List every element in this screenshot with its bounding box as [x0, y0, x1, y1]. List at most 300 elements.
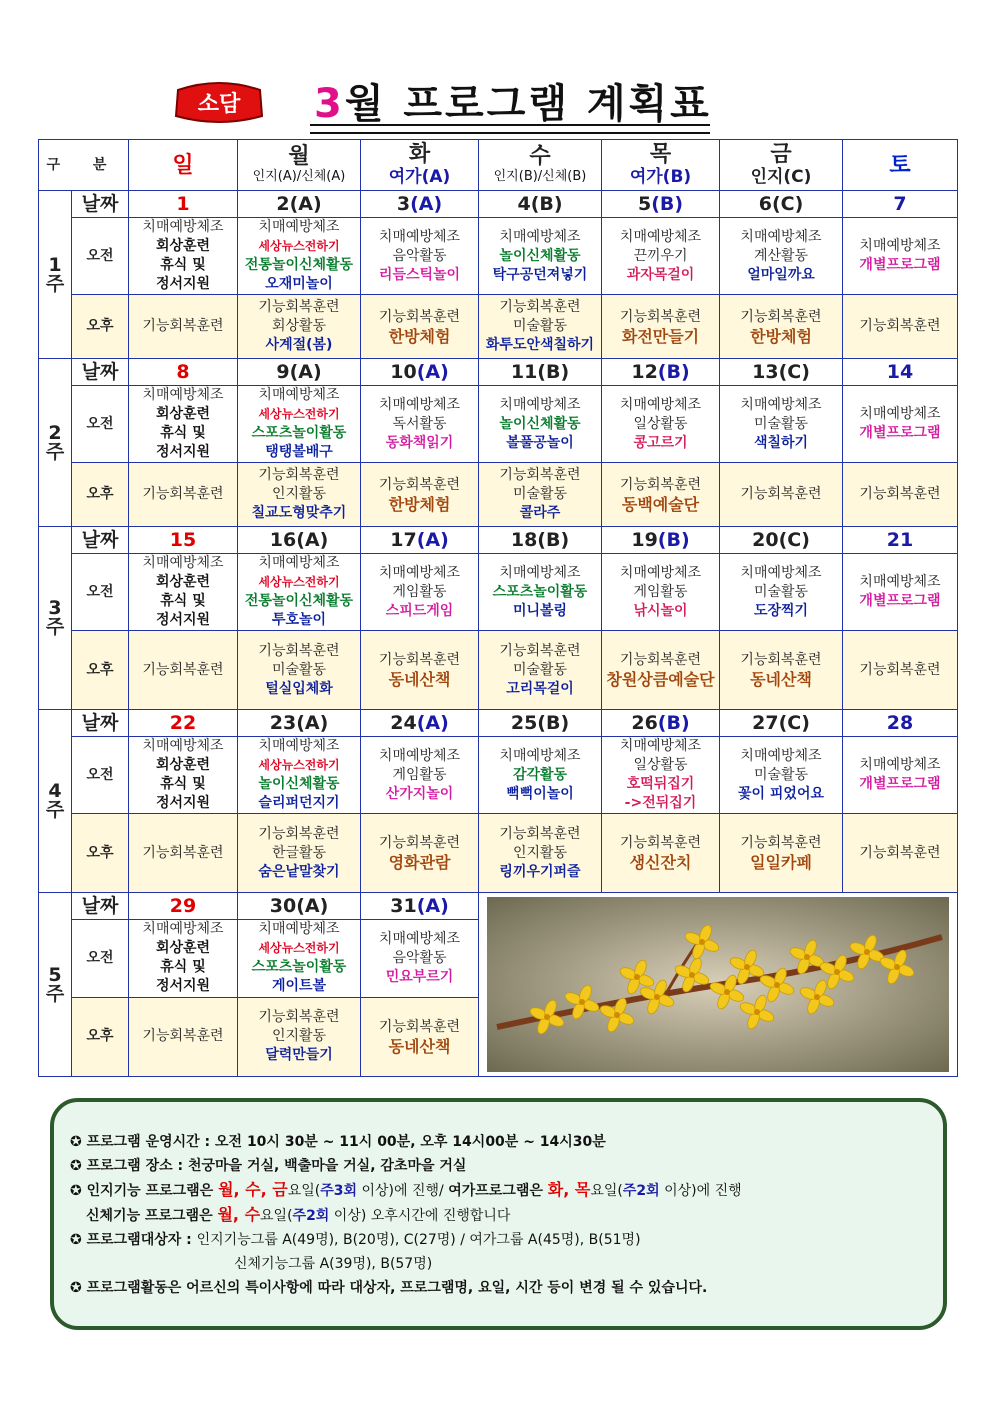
date-label: 날짜 — [72, 191, 129, 218]
activity-line: 기능회복훈련 — [258, 1009, 340, 1026]
date-cell — [602, 527, 720, 554]
day-name: 목 — [649, 142, 672, 167]
activity-line: 한글활동 — [271, 844, 327, 861]
date-group: (A) — [416, 360, 449, 383]
activity-line: 색칠하기 — [753, 434, 809, 451]
pm-cell — [602, 631, 720, 710]
date-group: (B) — [651, 192, 684, 215]
week-label-text: 주 — [45, 799, 65, 821]
pm-cell — [479, 631, 602, 710]
activity-line: 일일카페 — [750, 853, 812, 872]
date-group: (C) — [778, 360, 810, 383]
header-row — [39, 140, 958, 191]
date-number: 31 — [390, 894, 417, 917]
note-change — [70, 1276, 742, 1300]
activity-line: 미술활동 — [512, 318, 568, 334]
note-text: 요일( — [260, 1208, 293, 1224]
activity-line: 치매예방체조 — [740, 228, 822, 245]
date-group: (A) — [289, 192, 322, 215]
date-cell — [843, 527, 958, 554]
pm-label: 오후 — [72, 631, 129, 710]
activity-line: 정서지원 — [155, 276, 211, 292]
note-place — [70, 1154, 742, 1178]
note-hours — [70, 1130, 742, 1154]
activity-line: 계산활동 — [753, 247, 809, 264]
activity-line: 미술활동 — [753, 766, 809, 783]
am-cell — [129, 218, 238, 295]
date-group: (B) — [530, 192, 563, 215]
note-physical — [70, 1203, 742, 1228]
date-number: 5 — [637, 192, 652, 215]
am-row — [39, 737, 958, 814]
date-cell — [843, 710, 958, 737]
date-number: 19 — [631, 528, 658, 551]
activity-line: 기능회복훈련 — [142, 486, 224, 502]
activity-line: 게임활동 — [392, 583, 447, 600]
activity-line: 기능회복훈련 — [378, 835, 461, 851]
note-days: 월, 수, 금 — [218, 1180, 288, 1199]
am-cell — [129, 920, 238, 997]
note-text: 요일( — [287, 1183, 321, 1199]
date-group: (A) — [416, 894, 449, 917]
activity-line: 기능회복훈련 — [859, 318, 941, 334]
note-text: 인지기능 프로그램은 — [86, 1183, 219, 1199]
activity-line: 일상활동 — [633, 757, 688, 773]
activity-line: 치매예방체조 — [142, 387, 224, 403]
date-number: 16 — [269, 528, 297, 551]
am-cell — [720, 737, 843, 814]
activity-line: 치매예방체조 — [258, 738, 340, 754]
activity-line: 치매예방체조 — [378, 747, 461, 764]
activity-line: 꽃이 피었어요 — [737, 785, 825, 802]
activity-line: 놀이신체활동 — [499, 247, 581, 264]
activity-line: 치매예방체조 — [859, 757, 941, 773]
activity-line: 기능회복훈련 — [378, 652, 461, 668]
activity-line: 동네산책 — [750, 670, 812, 689]
day-header — [129, 140, 238, 191]
activity-line: 회상훈련 — [155, 238, 211, 254]
activity-line: 미술활동 — [753, 583, 809, 600]
note-text: 신체기능 프로그램은 — [86, 1208, 218, 1224]
week-label-text: 3 — [48, 597, 62, 619]
activity-line: 회상훈련 — [155, 574, 211, 590]
activity-line: 기능회복훈련 — [142, 318, 224, 334]
date-cell — [129, 191, 238, 218]
pm-cell — [843, 814, 958, 893]
activity-line: 얼마일까요 — [747, 266, 815, 283]
schedule-table — [38, 139, 958, 1077]
date-cell — [720, 191, 843, 218]
activity-line: 동백예술단 — [621, 494, 700, 514]
pm-cell — [843, 631, 958, 710]
activity-line: 도장찍기 — [753, 602, 809, 619]
pm-cell — [479, 295, 602, 359]
date-cell — [602, 359, 720, 386]
activity-line: 치매예방체조 — [499, 396, 581, 413]
activity-line: 리듬스틱놀이 — [378, 266, 461, 283]
note-text: 프로그램 운영시간 : 오전 10시 30분 ~ 11시 00분, 오후 14시00분 ~ 14시30분 — [86, 1134, 606, 1150]
activity-line: 기능회복훈련 — [499, 642, 581, 659]
date-group: (C) — [778, 711, 810, 734]
photo-cell — [479, 893, 958, 1077]
title-underline — [310, 124, 710, 134]
am-label: 오전 — [72, 737, 129, 814]
date-cell — [843, 359, 958, 386]
activity-line: 오재미놀이 — [265, 276, 333, 292]
am-cell — [843, 737, 958, 814]
day-name: 월 — [288, 144, 310, 169]
activity-line: 치매예방체조 — [859, 238, 941, 254]
date-number: 10 — [390, 360, 417, 383]
pm-cell — [238, 814, 361, 893]
am-cell — [479, 218, 602, 295]
activity-line: 영화관람 — [388, 853, 451, 872]
activity-line: 게이트볼 — [271, 978, 327, 995]
pm-cell — [361, 631, 479, 710]
date-number: 6 — [758, 192, 772, 215]
activity-line: 개별프로그램 — [859, 257, 941, 273]
day-group: 여가(B) — [629, 167, 692, 187]
activity-line: 미술활동 — [512, 486, 568, 502]
title-text: 월 프로그램 계획표 — [344, 81, 712, 127]
activity-line: 미술활동 — [271, 661, 327, 678]
activity-line: 치매예방체조 — [258, 219, 340, 235]
date-cell — [843, 191, 958, 218]
activity-line: 휴식 및 — [160, 959, 206, 976]
activity-line: 콩고르기 — [633, 434, 688, 451]
date-cell — [238, 191, 361, 218]
date-cell — [129, 527, 238, 554]
activity-line: 기능회복훈련 — [258, 299, 340, 315]
activity-line: 기능회복훈련 — [619, 308, 702, 325]
activity-line: 세상뉴스전하기 — [258, 941, 340, 956]
pm-cell — [843, 295, 958, 359]
activity-line: 치매예방체조 — [378, 228, 461, 245]
activity-line: 스포츠놀이활동 — [492, 583, 588, 600]
date-cell — [238, 527, 361, 554]
pm-cell — [361, 295, 479, 359]
am-cell — [602, 554, 720, 631]
activity-line: 기능회복훈련 — [619, 835, 702, 851]
activity-line: 기능회복훈련 — [142, 661, 224, 678]
day-header — [238, 140, 361, 191]
activity-line: 게임활동 — [633, 583, 688, 600]
pm-row — [39, 631, 958, 710]
pm-label: 오후 — [72, 463, 129, 527]
activity-line: 전통놀이신체활동 — [244, 593, 354, 609]
date-number: 13 — [752, 360, 779, 383]
activity-line: 산가지놀이 — [385, 785, 454, 802]
am-label: 오전 — [72, 554, 129, 631]
activity-line: 기능회복훈련 — [740, 835, 822, 851]
activity-line: 정서지원 — [155, 444, 211, 460]
date-number: 27 — [752, 711, 779, 734]
pm-row — [39, 463, 958, 527]
bullet-icon: ✪ — [70, 1158, 82, 1174]
day-name: 화 — [408, 142, 431, 167]
activity-line: 회상훈련 — [155, 940, 211, 957]
activity-line: 기능회복훈련 — [859, 486, 941, 502]
bullet-icon: ✪ — [70, 1232, 82, 1248]
date-group: (B) — [537, 360, 570, 383]
day-group: 인지(A)/신체(A) — [252, 169, 346, 184]
activity-line: ->전뒤집기 — [624, 795, 697, 811]
pm-cell — [720, 631, 843, 710]
am-cell — [479, 554, 602, 631]
gubun-header: 구 분 — [39, 140, 129, 191]
activity-line: 기능회복훈련 — [258, 825, 340, 842]
date-row — [39, 710, 958, 737]
date-cell — [361, 893, 479, 920]
date-number: 1 — [176, 192, 190, 215]
activity-line: 기능회복훈련 — [258, 642, 340, 659]
bullet-icon: ✪ — [70, 1134, 82, 1150]
activity-line: 화투도안색칠하기 — [485, 337, 595, 353]
activity-line: 인지활동 — [271, 486, 327, 502]
activity-line: 세상뉴스전하기 — [258, 575, 340, 589]
activity-line: 칠교도형맞추기 — [251, 505, 347, 521]
day-header — [843, 140, 958, 191]
activity-line: 기능회복훈련 — [740, 652, 822, 668]
activity-line: 기능회복훈련 — [740, 308, 822, 325]
activity-line: 음악활동 — [392, 949, 447, 966]
day-group: 인지(B)/신체(B) — [493, 169, 587, 184]
activity-line: 치매예방체조 — [619, 738, 702, 754]
activity-line: 치매예방체조 — [142, 738, 224, 754]
title-month: 3 — [314, 81, 345, 127]
activity-line: 치매예방체조 — [378, 930, 461, 947]
activity-line: 스포츠놀이활동 — [251, 425, 347, 441]
note-text: 요일( — [590, 1183, 623, 1199]
pm-cell — [720, 295, 843, 359]
date-label: 날짜 — [72, 359, 129, 386]
activity-line: 정서지원 — [155, 612, 211, 628]
day-name: 일 — [172, 152, 194, 178]
am-cell — [843, 218, 958, 295]
pm-cell — [720, 814, 843, 893]
activity-line: 놀이신체활동 — [499, 415, 581, 432]
activity-line: 휴식 및 — [160, 425, 206, 441]
date-number: 8 — [176, 360, 190, 383]
activity-line: 호떡뒤집기 — [626, 776, 695, 792]
am-label: 오전 — [72, 386, 129, 463]
activity-line: 기능회복훈련 — [142, 844, 224, 861]
activity-line: 치매예방체조 — [142, 555, 224, 571]
activity-line: 치매예방체조 — [619, 564, 702, 581]
date-cell — [479, 191, 602, 218]
am-cell — [238, 218, 361, 295]
date-number: 29 — [169, 894, 197, 917]
am-cell — [479, 737, 602, 814]
activity-line: 치매예방체조 — [378, 564, 461, 581]
week-label-text: 1 — [48, 253, 62, 276]
note-targets — [70, 1228, 742, 1252]
pm-label: 오후 — [72, 814, 129, 893]
activity-line: 휴식 및 — [160, 257, 206, 273]
activity-line: 놀이신체활동 — [258, 776, 340, 792]
activity-line: 치매예방체조 — [258, 921, 340, 938]
activity-line: 기능회복훈련 — [499, 299, 581, 315]
note-text: 프로그램활동은 어르신의 특이사항에 따라 대상자, 프로그램명, 요일, 시간 등이 변경 될 수 있습니다. — [86, 1280, 708, 1296]
logo — [172, 80, 266, 124]
activity-line: 세상뉴스전하기 — [258, 407, 340, 421]
date-cell — [602, 710, 720, 737]
am-row — [39, 386, 958, 463]
date-group: (B) — [657, 360, 690, 383]
activity-line: 치매예방체조 — [142, 219, 224, 235]
date-number: 21 — [886, 528, 914, 551]
activity-line: 일상활동 — [633, 415, 688, 432]
pm-cell — [129, 631, 238, 710]
pm-cell — [361, 814, 479, 893]
activity-line: 치매예방체조 — [740, 564, 822, 581]
activity-line: 치매예방체조 — [619, 228, 702, 245]
activity-line: 인지활동 — [271, 1028, 327, 1045]
activity-line: 휴식 및 — [160, 776, 206, 792]
note-text: 이상)에 진행 — [659, 1183, 742, 1199]
week-label-text: 주 — [45, 616, 65, 638]
activity-line: 생신잔치 — [629, 853, 692, 872]
week-label-text: 2 — [48, 421, 62, 444]
date-group: (C) — [778, 528, 810, 551]
activity-line: 기능회복훈련 — [258, 467, 340, 483]
pm-cell — [238, 295, 361, 359]
activity-line: 치매예방체조 — [619, 396, 702, 413]
pm-cell — [238, 997, 361, 1076]
date-group: (A) — [296, 711, 329, 734]
activity-line: 개별프로그램 — [859, 776, 941, 792]
week-label-text: 5 — [48, 963, 62, 986]
am-cell — [129, 554, 238, 631]
pm-cell — [129, 997, 238, 1076]
am-cell — [129, 386, 238, 463]
date-group: (A) — [296, 528, 329, 551]
activity-line: 기능회복훈련 — [499, 467, 581, 483]
activity-line: 정서지원 — [155, 978, 211, 995]
am-cell — [361, 554, 479, 631]
date-cell — [720, 527, 843, 554]
activity-line: 전통놀이신체활동 — [244, 257, 354, 273]
week-label — [39, 359, 72, 527]
pm-cell — [602, 295, 720, 359]
am-row — [39, 218, 958, 295]
date-cell — [238, 359, 361, 386]
day-name: 금 — [770, 142, 792, 167]
activity-line: 치매예방체조 — [499, 564, 581, 581]
date-number: 3 — [396, 192, 411, 215]
pm-cell — [479, 463, 602, 527]
note-text: 이상)에 진행/ — [357, 1183, 449, 1199]
am-cell — [238, 920, 361, 997]
note-targets-physical: 신체기능그룹 A(39명), B(57명) — [234, 1256, 433, 1272]
date-cell — [720, 359, 843, 386]
activity-line: 링끼우기퍼즐 — [499, 863, 581, 880]
note-cognitive — [70, 1178, 742, 1203]
am-cell — [602, 737, 720, 814]
date-number: 23 — [269, 711, 297, 734]
date-group: (A) — [416, 528, 449, 551]
week-label-text: 4 — [48, 780, 62, 802]
pm-cell — [238, 463, 361, 527]
activity-line: 기능회복훈련 — [142, 1028, 224, 1045]
date-cell — [602, 191, 720, 218]
activity-line: 기능회복훈련 — [378, 308, 461, 325]
am-cell — [602, 218, 720, 295]
date-group: (B) — [657, 528, 690, 551]
pm-cell — [129, 463, 238, 527]
activity-line: 한방체험 — [388, 326, 451, 346]
activity-line: 창원상큼예술단 — [606, 670, 715, 689]
day-header — [361, 140, 479, 191]
activity-line: 고리목걸이 — [506, 680, 574, 697]
am-cell — [479, 386, 602, 463]
activity-line: 치매예방체조 — [258, 555, 340, 571]
pm-row — [39, 295, 958, 359]
pm-cell — [238, 631, 361, 710]
pm-label: 오후 — [72, 295, 129, 359]
activity-line: 치매예방체조 — [859, 574, 941, 590]
activity-line: 치매예방체조 — [859, 406, 941, 422]
activity-line: 휴식 및 — [160, 593, 206, 609]
am-cell — [843, 386, 958, 463]
am-row — [39, 554, 958, 631]
date-number: 7 — [893, 192, 907, 215]
week-label — [39, 527, 72, 710]
date-group: (C) — [771, 192, 804, 215]
activity-line: 볼풀공놀이 — [506, 434, 574, 451]
activity-line: 미니볼링 — [512, 602, 568, 619]
date-cell — [361, 710, 479, 737]
activity-line: 정서지원 — [155, 795, 211, 811]
date-group: (A) — [410, 192, 443, 215]
am-cell — [238, 386, 361, 463]
activity-line: 치매예방체조 — [378, 396, 461, 413]
date-group: (B) — [537, 711, 570, 734]
activity-line: 게임활동 — [392, 766, 447, 783]
activity-line: 미술활동 — [512, 661, 568, 678]
date-cell — [361, 527, 479, 554]
pm-row — [39, 814, 958, 893]
pm-cell — [361, 997, 479, 1076]
activity-line: 기능회복훈련 — [378, 1018, 461, 1035]
bullet-icon: ✪ — [70, 1183, 82, 1199]
activity-line: 감각활동 — [512, 766, 568, 783]
activity-line: 개별프로그램 — [859, 593, 941, 609]
activity-line: 민요부르기 — [385, 968, 454, 985]
day-header — [720, 140, 843, 191]
activity-line: 회상훈련 — [155, 406, 211, 422]
activity-line: 기능회복훈련 — [859, 844, 941, 861]
date-row — [39, 359, 958, 386]
day-name: 토 — [889, 152, 911, 178]
date-number: 22 — [169, 711, 197, 734]
activity-line: 동화책읽기 — [385, 434, 454, 451]
svg-text:소담: 소담 — [197, 92, 241, 117]
activity-line: 음악활동 — [392, 247, 447, 264]
activity-line: 숨은낱말찾기 — [258, 863, 340, 880]
notes-box — [50, 1098, 947, 1330]
date-group: (A) — [296, 894, 329, 917]
date-number: 24 — [390, 711, 417, 734]
date-group: (B) — [657, 711, 690, 734]
pm-cell — [129, 814, 238, 893]
date-group: (B) — [537, 528, 570, 551]
am-label: 오전 — [72, 218, 129, 295]
activity-line: 한방체험 — [750, 326, 812, 346]
date-number: 18 — [510, 528, 538, 551]
date-row — [39, 527, 958, 554]
activity-line: 기능회복훈련 — [619, 652, 702, 668]
